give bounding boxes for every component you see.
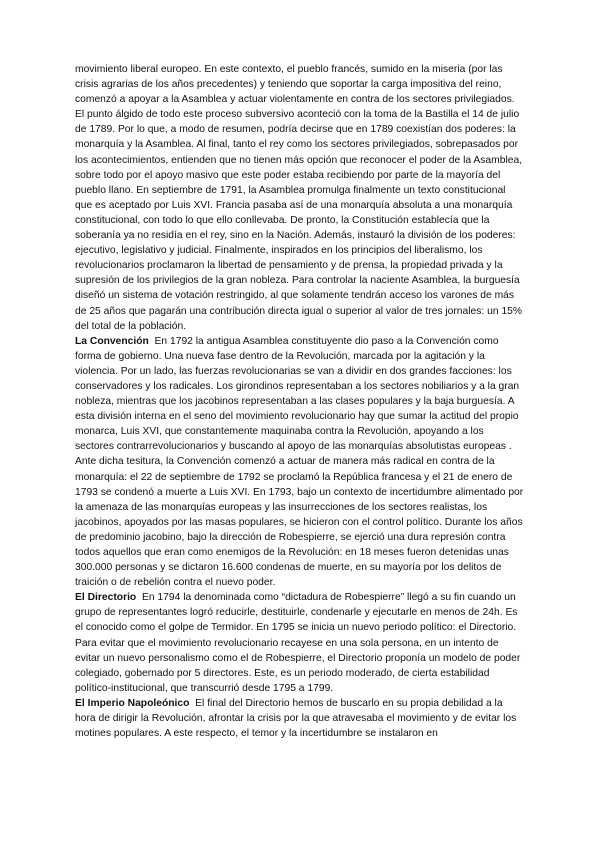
section-heading-convencion: La Convención xyxy=(75,335,149,347)
section-body-imperio: El final del Directorio hemos de buscarlo en su propia debilidad a la hora de dirigir la Revolución, afrontar la crisis por la que atravesaba el movimiento y de evitar los motines populares. A este respecto, el temor y la incertidumbre se instalaron en xyxy=(75,697,517,740)
section-heading-imperio: El Imperio Napoleónico xyxy=(75,697,190,709)
section-convencion xyxy=(75,334,525,591)
intro-paragraph: movimiento liberal europeo. En este contexto, el pueblo francés, sumido en la miseria (por las crisis agrarias de los años precedentes) y teniendo que soportar la carga impositiva del reino, comenzó a apoyar a la Asamblea y actuar violentamente en contra de los sectores privilegiados. El punto álgido de todo este proceso subversivo aconteció con la toma de la Bastilla el 14 de julio de 1789. Por lo que, a modo de resumen, podría decirse que en 1789 coexistían dos poderes: la monarquía y la Asamblea. Al final, tanto el rey como los sectores privilegiados, sobrepasados por los acontecimientos, entienden que no tienen más opción que reconocer el poder de la Asamblea, sobre todo por el apoyo masivo que este poder estaba recibiendo por parte de la mayoría del pueblo llano. En septiembre de 1791, la Asamblea promulga finalmente un texto constitucional que es aceptado por Luis XVI. Francia pasaba así de una monarquía absoluta a una monarquía constitucional, con todo lo que ello conllevaba. De pronto, la Constitución establecía que la soberanía ya no residía en el rey, sino en la Nación. Además, instauró la división de los poderes: ejecutivo, legislativo y judicial. Finalmente, inspirados en los principios del liberalismo, los revolucionarios proclamaron la libertad de pensamiento y de prensa, la propiedad privada y la supresión de los privilegios de la gran nobleza. Para controlar la naciente Asamblea, la burguesía diseñó un sistema de votación restringido, al que solamente tendrán acceso los varones de más de 25 años que pagarán una contribución directa igual o superior al valor de tres jornales: un 15% del total de la población. xyxy=(75,64,523,332)
section-body-directorio: En 1794 la denominada como “dictadura de Robespierre” llegó a su fin cuando un grupo de representantes logró reducirle, destituirle, condenarle y ejecutarle en menos de 24h. Es el conocido como el golpe de Termidor. En 1795 se inicia un nuevo periodo político: el Directorio. Para evitar que el movimiento revolucionario recayese en una sola persona, en un intento de evitar un nuevo personalismo como el de Robespierre, el Directorio proponía un modelo de poder colegiado, gobernado por 5 directores. Este, es un periodo moderado, de cierta estabilidad político-institucional, que transcurrió desde 1795 a 1799. xyxy=(75,592,521,694)
section-directorio xyxy=(75,590,525,696)
document-page xyxy=(75,62,525,741)
section-heading-directorio: El Directorio xyxy=(75,592,137,604)
section-body-convencion: En 1792 la antigua Asamblea constituyente dio paso a la Convención como forma de gobierno. Una nueva fase dentro de la Revolución, marcada por la agitación y la violencia. Por un lado, las fuerzas revolucionarias se van a dividir en dos grandes facciones: los conservadores y los radicales. Los girondinos representaban a los sectores nobiliarios y a la gran nobleza, mientras que los jacobinos representaban a las clases populares y la baja burguesía. A esta división interna en el seno del movimiento revolucionario hay que sumar la actitud del propio monarca, Luis XVI, que constantemente maquinaba contra la Revolución, apoyando a los sectores contrarrevolucionarios y buscando al apoyo de las monarquías absolutistas europeas . Ante dicha tesitura, la Convención comenzó a actuar de manera más radical en contra de la monarquía: el 22 de septiembre de 1792 se proclamó la República francesa y el 21 de enero de 1793 se condenó a muerte a Luis XVI. En 1793, bajo un contexto de incertidumbre alimentado por la amenaza de las monarquías europeas y las insurrecciones de los sectores realistas, los jacobinos, apoyados por las masas populares, se hicieron con el control político. Durante los años de predominio jacobino, bajo la dirección de Robespierre, se ejerció una dura represión contra todos aquellos que eran como enemigos de la Revolución: en 18 meses fueron detenidas unas 300.000 personas y se dictaron 16.600 condenas de muerte, en su mayoría por los delitos de traición o de rebelión contra el nuevo poder. xyxy=(75,335,524,589)
section-imperio xyxy=(75,696,525,741)
